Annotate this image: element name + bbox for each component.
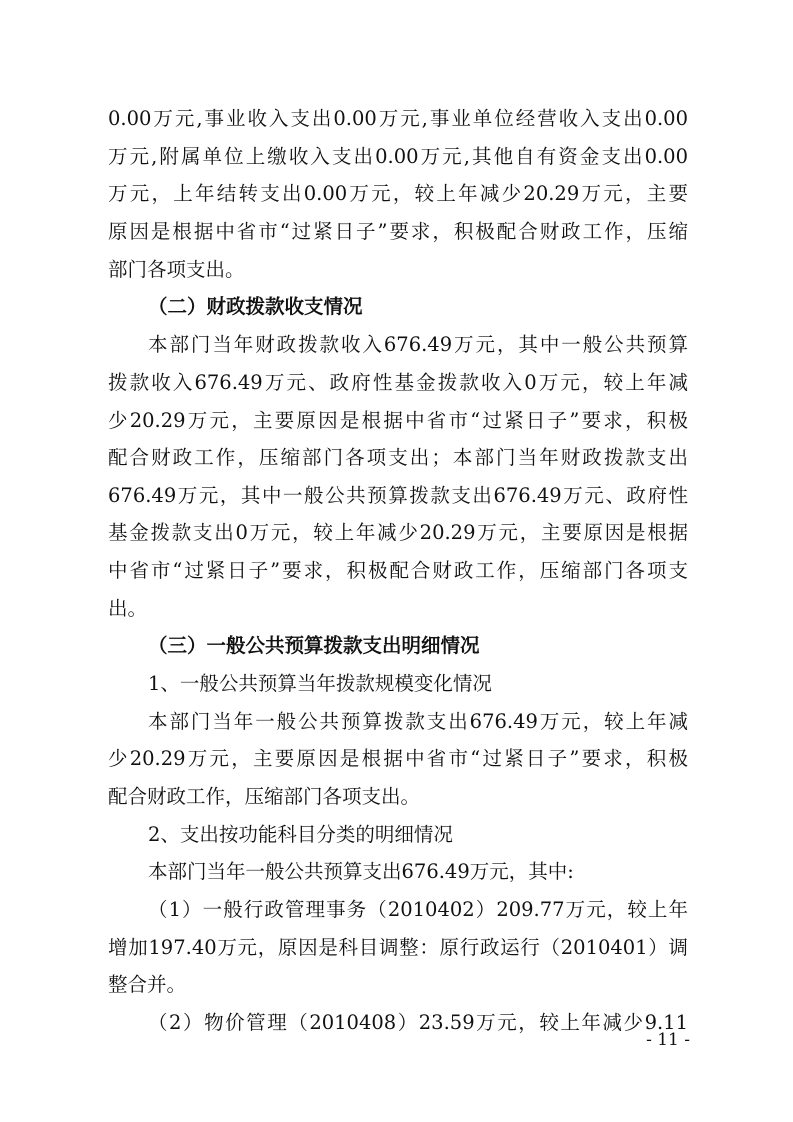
body-line: 整合并。 — [108, 973, 187, 996]
body-line: 万元，上年结转支出0.00万元，较上年减少20.29万元，主要 — [108, 182, 688, 205]
body-line: 部门各项支出。 — [108, 258, 245, 281]
body-line: （2）物价管理（2010408）23.59万元，较上年减少9.11 — [148, 1011, 688, 1034]
body-line: 配合财政工作，压缩部门各项支出；本部门当年财政拨款支出 — [108, 446, 688, 469]
body-line: 本部门当年财政拨款收入676.49万元，其中一般公共预算 — [148, 333, 688, 356]
body-line: 0.00万元,事业收入支出0.00万元,事业单位经营收入支出0.00 — [108, 107, 688, 130]
body-line: 少20.29万元，主要原因是根据中省市“过紧日子”要求，积极 — [108, 409, 688, 432]
subsection-heading: 2、支出按功能科目分类的明细情况 — [148, 823, 453, 846]
body-line: 配合财政工作，压缩部门各项支出。 — [108, 785, 421, 808]
body-line: 基金拨款支出0万元，较上年减少20.29万元，主要原因是根据 — [108, 521, 688, 544]
body-line: 本部门当年一般公共预算支出676.49万元，其中: — [148, 860, 574, 883]
body-line: 万元,附属单位上缴收入支出0.00万元,其他自有资金支出0.00 — [108, 145, 688, 168]
body-line: 原因是根据中省市“过紧日子”要求，积极配合财政工作，压缩 — [108, 220, 688, 243]
body-line: 增加197.40万元，原因是科目调整：原行政运行（2010401）调 — [108, 936, 688, 959]
body-line: 中省市“过紧日子”要求，积极配合财政工作，压缩部门各项支 — [108, 559, 688, 582]
body-line: 本部门当年一般公共预算拨款支出676.49万元，较上年减 — [148, 710, 688, 733]
subsection-heading: 1、一般公共预算当年拨款规模变化情况 — [148, 672, 492, 695]
body-line: 出。 — [108, 597, 148, 620]
body-line: （1）一般行政管理事务（2010402）209.77万元，较上年 — [148, 898, 688, 921]
section-heading: （三）一般公共预算拨款支出明细情况 — [148, 634, 480, 657]
page-number: - 11 - — [646, 1030, 690, 1050]
section-heading: （二）财政拨款收支情况 — [148, 295, 363, 318]
body-line: 拨款收入676.49万元、政府性基金拨款收入0万元，较上年减 — [108, 371, 688, 394]
body-line: 676.49万元，其中一般公共预算拨款支出676.49万元、政府性 — [108, 484, 688, 507]
body-line: 少20.29万元，主要原因是根据中省市“过紧日子”要求，积极 — [108, 747, 688, 770]
